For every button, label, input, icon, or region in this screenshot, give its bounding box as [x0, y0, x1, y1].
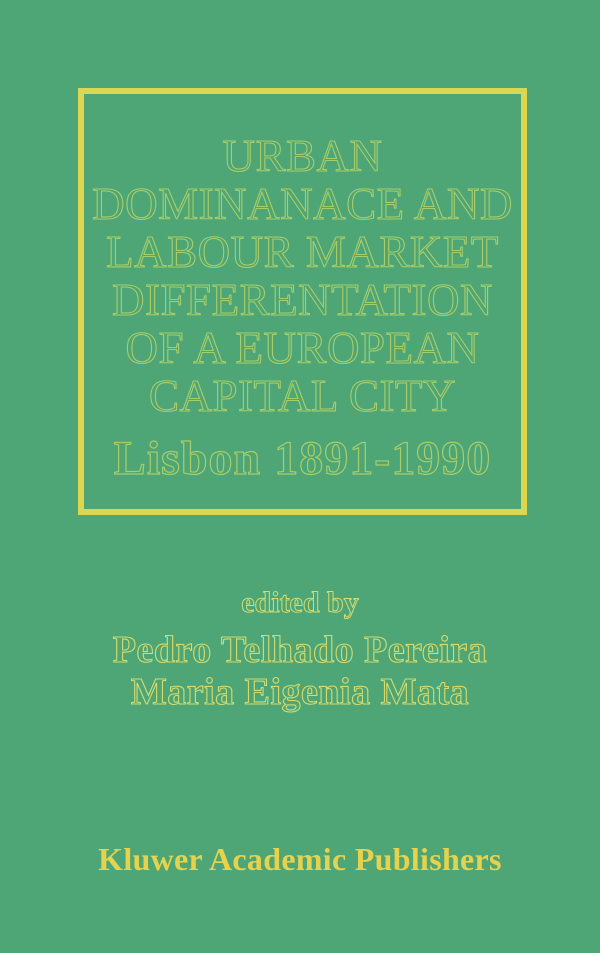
title-line: CAPITAL CITY	[149, 371, 456, 421]
publisher-name: Kluwer Academic Publishers	[98, 841, 502, 877]
subtitle: Lisbon 1891-1990	[113, 432, 492, 485]
editor-name: Maria Eigenia Mata	[130, 671, 470, 713]
editors-block	[0, 629, 600, 713]
title-line: LABOUR MARKET	[106, 227, 499, 277]
title-line: DIFFERENTATION	[112, 275, 493, 325]
title-block	[84, 132, 521, 485]
title-line: OF A EUROPEAN	[125, 323, 480, 373]
editor-name: Pedro Telhado Pereira	[112, 629, 488, 671]
title-line: URBAN	[222, 131, 383, 181]
title-line: DOMINANACE AND	[92, 179, 513, 229]
title-frame	[78, 88, 527, 515]
edited-by-label: edited by	[241, 586, 359, 619]
